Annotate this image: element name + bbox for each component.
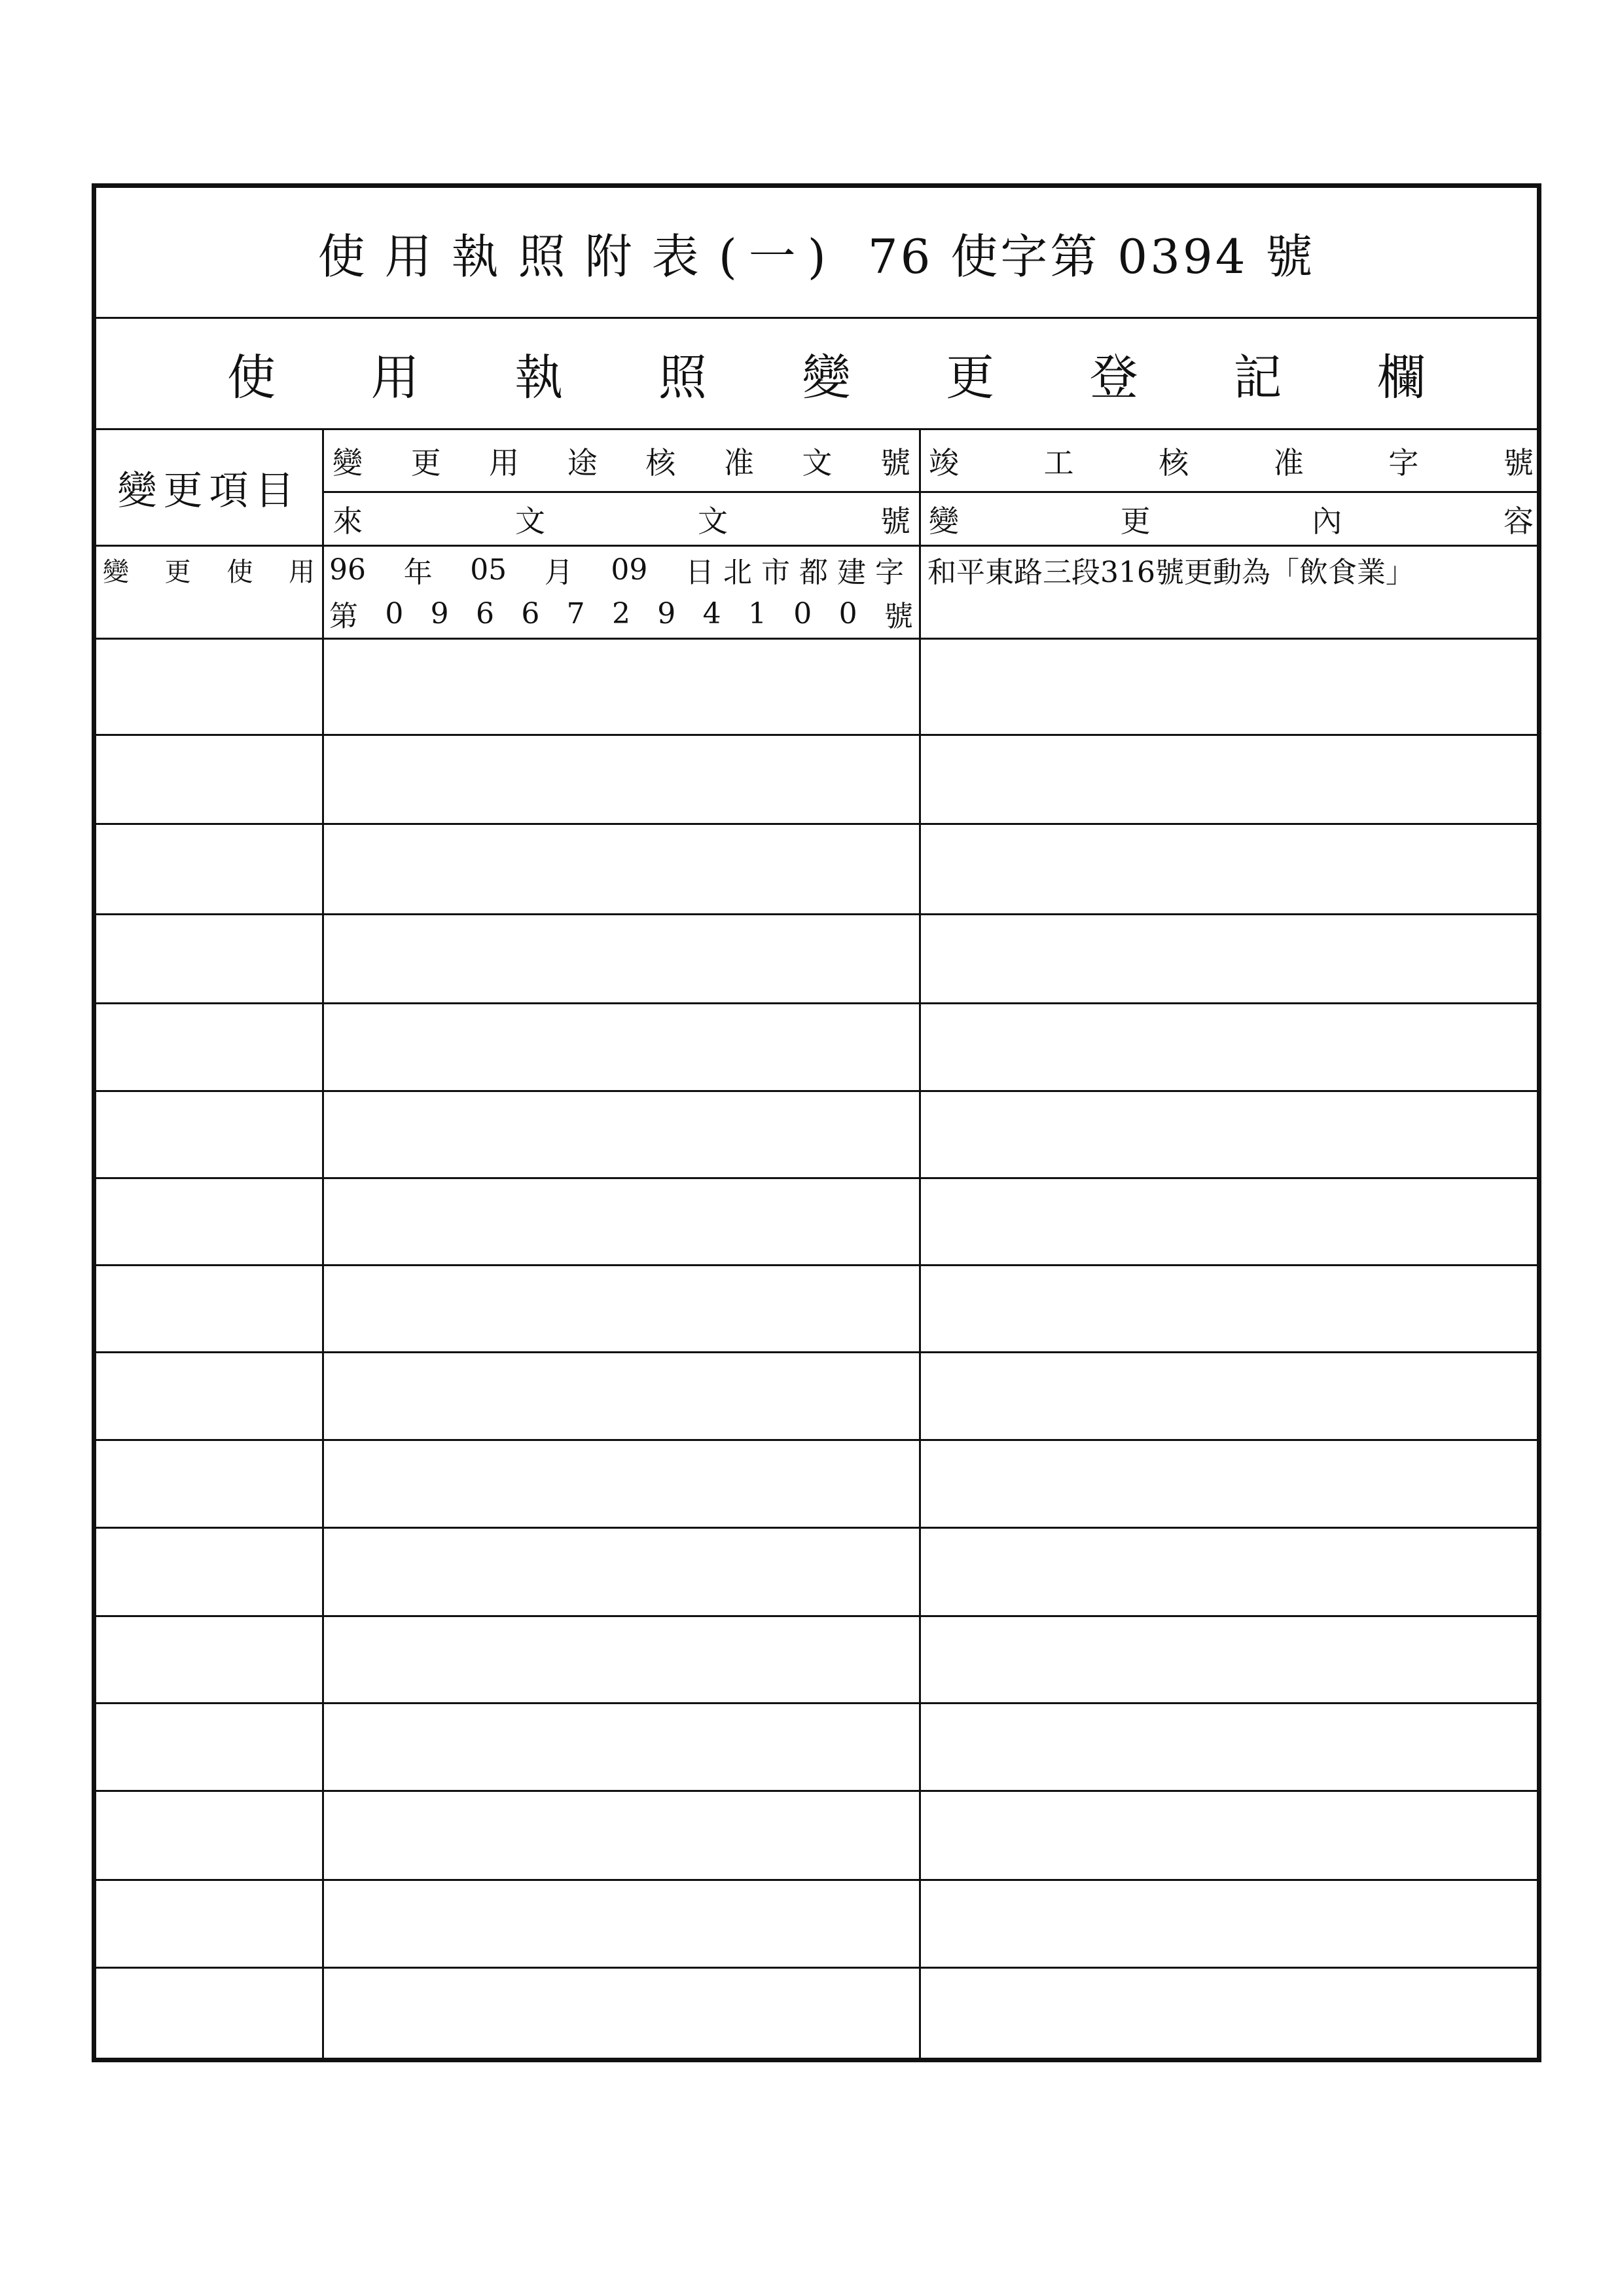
header-char: 途 xyxy=(567,445,598,481)
entry-item xyxy=(100,547,317,592)
title-char: 使 xyxy=(317,228,377,284)
header-char: 號 xyxy=(880,445,910,481)
entry-doc-part: 年 xyxy=(403,556,433,589)
header-char: 核 xyxy=(1159,445,1189,481)
usage-permit-table xyxy=(92,183,1541,2062)
row-divider xyxy=(96,1351,1541,1353)
subtitle-char: 記 xyxy=(1233,349,1282,406)
title-char: 附 xyxy=(584,228,644,284)
entry-doc-part: 0 xyxy=(793,596,812,630)
header-char: 工 xyxy=(1043,445,1074,481)
column-divider xyxy=(322,430,324,2062)
page-title xyxy=(96,188,1537,319)
entry-doc-part: 9 xyxy=(430,596,449,630)
header-char: 竣 xyxy=(929,445,959,481)
entry-doc-part: 6 xyxy=(521,596,540,630)
header-char: 號 xyxy=(880,503,910,539)
subtitle-char: 更 xyxy=(946,349,995,406)
subtitle-char: 執 xyxy=(514,349,564,406)
subtitle-char: 照 xyxy=(658,349,707,406)
entry-doc-part: 2 xyxy=(611,596,630,630)
header-char: 變 xyxy=(333,445,363,481)
entry-doc-part: 96 xyxy=(329,553,366,587)
entry-char: 用 xyxy=(288,556,315,587)
subtitle-char: 用 xyxy=(370,349,420,406)
entry-doc-part: 05 xyxy=(470,553,507,587)
change-item-header: 變更項目 xyxy=(117,467,301,514)
title-char: 照 xyxy=(518,228,577,284)
approval-doc-no-header xyxy=(329,430,914,491)
row-divider xyxy=(96,638,1541,640)
entry-doc-part: 月 xyxy=(544,556,573,589)
header-char: 文 xyxy=(698,503,728,539)
entry-char: 使 xyxy=(226,556,253,587)
row-divider xyxy=(96,1967,1541,1969)
header-char: 容 xyxy=(1503,503,1534,539)
column-divider xyxy=(919,430,921,2062)
header-char: 准 xyxy=(1273,445,1304,481)
entry-doc-part: 0 xyxy=(385,596,404,630)
header-char: 字 xyxy=(1388,445,1419,481)
permit-number: 76 使字第 0394 號 xyxy=(867,228,1316,284)
row-divider xyxy=(96,1090,1541,1092)
subtitle-char: 變 xyxy=(802,349,851,406)
subtitle-char: 登 xyxy=(1089,349,1138,406)
entry-doc-part: 7 xyxy=(566,596,585,630)
header-char: 來 xyxy=(333,503,363,539)
header-char: 更 xyxy=(1120,503,1151,539)
row-divider xyxy=(96,913,1541,915)
header-char: 更 xyxy=(410,445,441,481)
title-char: 執 xyxy=(451,228,511,284)
entry-doc-part: 日北市都建字 xyxy=(685,556,913,589)
entry-doc-line1 xyxy=(327,547,916,592)
row-divider xyxy=(96,1002,1541,1004)
header-char: 核 xyxy=(645,445,676,481)
row-divider xyxy=(96,1879,1541,1881)
change-content-header xyxy=(925,493,1537,545)
row-divider xyxy=(96,1177,1541,1179)
header-char: 內 xyxy=(1312,503,1342,539)
entry-doc-part: 第 xyxy=(329,600,358,633)
row-divider xyxy=(96,1264,1541,1266)
row-divider xyxy=(96,1790,1541,1792)
entry-content: 和平東路三段316號更動為「飲食業」 xyxy=(927,556,1414,589)
entry-doc-part: 09 xyxy=(611,553,648,587)
subtitle-char: 使 xyxy=(227,349,276,406)
entry-char: 變 xyxy=(103,556,129,587)
header-char: 文 xyxy=(802,445,833,481)
header-char: 准 xyxy=(723,445,754,481)
entry-doc-part: 1 xyxy=(747,596,766,630)
header-char: 變 xyxy=(929,503,959,539)
row-divider xyxy=(96,823,1541,825)
row-divider xyxy=(96,1702,1541,1704)
completion-no-header xyxy=(925,430,1537,491)
entry-doc-part: 4 xyxy=(702,596,721,630)
row-divider xyxy=(96,1439,1541,1441)
entry-char: 更 xyxy=(164,556,191,587)
header-char: 用 xyxy=(489,445,520,481)
title-char: (一) xyxy=(718,228,838,284)
header-char: 文 xyxy=(515,503,545,539)
entry-doc-part: 6 xyxy=(475,596,494,630)
row-divider xyxy=(96,1615,1541,1617)
subtitle-char: 欄 xyxy=(1377,349,1426,406)
entry-doc-part: 9 xyxy=(657,596,676,630)
row-divider xyxy=(96,734,1541,736)
entry-doc-part: 0 xyxy=(838,596,857,630)
incoming-doc-no-header xyxy=(329,493,914,545)
title-char: 表 xyxy=(651,228,711,284)
title-char: 用 xyxy=(384,228,444,284)
section-title xyxy=(96,319,1537,430)
entry-doc-part: 號 xyxy=(884,600,913,633)
header-char: 號 xyxy=(1503,445,1534,481)
entry-doc-line2 xyxy=(327,591,916,636)
row-divider xyxy=(96,1527,1541,1529)
